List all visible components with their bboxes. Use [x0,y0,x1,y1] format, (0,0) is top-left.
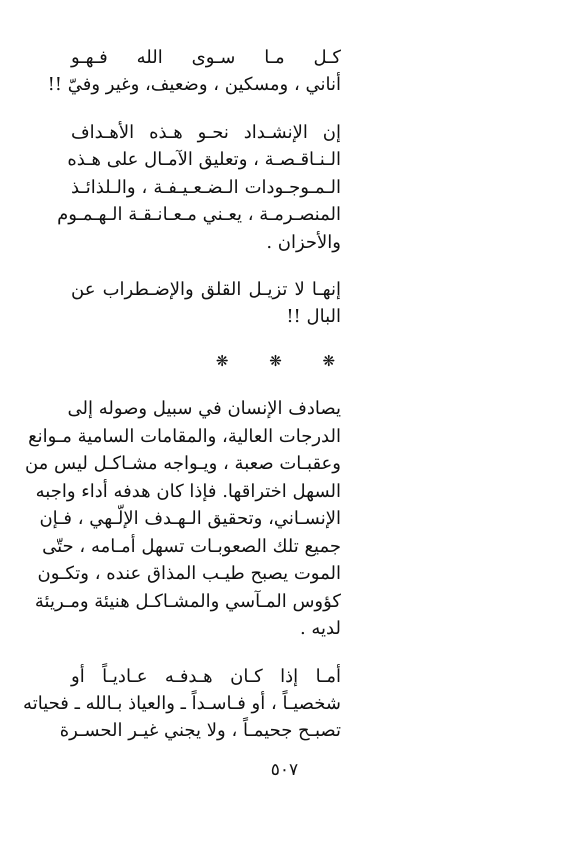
text-line: وعقبـات صعبة ، ويـواجه مشـاكـل ليس من [24,453,341,474]
page-number: ٥٠٧ [270,760,299,780]
text-line: إنهـا لا تزيـل القلق والإضـطراب عن [71,279,341,300]
text-line: الإنسـاني، وتحقيق الـهـدف الإلّـهي ، فـإن [39,508,341,529]
text-line: شخصيـاً ، أو فـاسـداً ـ والعياذ بـالله ـ فحياته [23,693,341,714]
text-line: الـنـاقـصـة ، وتعليق الآمـال على هـذه [67,149,341,170]
text-line: تصبـح جحيمـاً ، ولا يجني غيـر الحسـرة [59,720,341,741]
text-line: يصادف الإنسان في سبيل وصوله إلى [67,398,341,419]
text-line: السهل اختراقها. فإذا كان هدفه أداء واجبه [35,481,341,502]
text-line: لديه . [299,618,341,639]
text-line: والأحزان . [266,232,341,253]
text-line: الـمـوجـودات الـضـعـيـفـة ، والـلذائـذ [71,177,341,198]
text-line: أمـا إذا كـان هـدفـه عـاديـاً أو [71,666,341,687]
text-line: الموت يصبح طيـب المذاق عنده ، وتكـون [37,563,341,584]
text-line: أناني ، ومسكين ، وضعيف، وغير وفيّ !! [47,74,341,95]
text-line: المنصـرمـة ، يعـني مـعـانـقـة الـهـمـوم [57,204,341,225]
text-line: إن الإنشـداد نحـو هـذه الأهـداف [71,122,341,143]
text-line: الدرجات العالية، والمقامات السامية مـوانع [28,426,341,447]
text-line: جميع تلك الصعوبـات تسهل أمـامه ، حتّى [42,536,341,557]
text-line: كؤوس المـآسي والمشـاكـل هنيئة ومـريئة [34,591,341,612]
text-line: البال !! [286,306,341,327]
section-separator: ❋ ❋ ❋ [215,352,354,370]
text-line: كـل مـا سـوى الله فـهـو [71,47,341,68]
